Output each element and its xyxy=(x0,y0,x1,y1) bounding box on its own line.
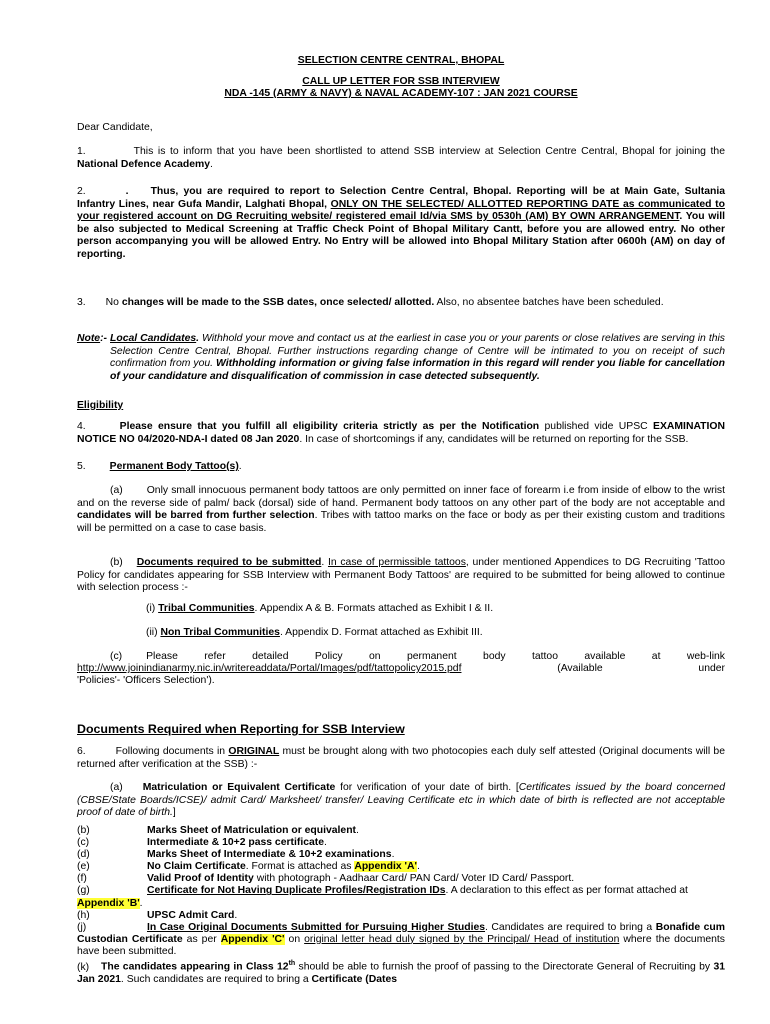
docs-para-a xyxy=(77,782,725,820)
note-separator: :- xyxy=(100,333,111,344)
para-number: 4. xyxy=(77,421,86,432)
documents-list xyxy=(77,825,725,986)
note-text: Withhold your move and contact us at the earliest in case you or your parents or close relatives are serving in this Selection Centre Central, Bhopal. Further instructions regarding change of Centre will be intimated to you on receipt of such confirmation from you. xyxy=(110,333,725,370)
para-4-notice: EXAMINATION NOTICE NO 04/2020-NDA-I dated 08 Jan 2020 xyxy=(77,421,725,445)
item-title: Valid Proof of Identity xyxy=(147,873,254,885)
tattoo-a-text: Only small innocuous permanent body tattoos are only permitted on inner face of forearm i.e from inside of elbow to the wrist and on the reverse side of palm/ back (dorsal) side of hand. Permanent body tattoos on any other part of the body are not acceptable and xyxy=(77,485,725,509)
tribal-text: . Appendix A & B. Formats attached as Exhibit I & II. xyxy=(254,603,494,614)
tattoo-para-b xyxy=(77,557,725,595)
course-title: NDA -145 (ARMY & NAVY) & NAVAL ACADEMY-107 : JAN 2021 COURSE xyxy=(224,88,578,99)
j-on: on xyxy=(284,933,305,945)
j-as: as per xyxy=(182,933,221,945)
documents-heading: Documents Required when Reporting for SSB Interview xyxy=(77,722,405,736)
tattoo-link-line xyxy=(77,663,725,676)
tattoo-a-rest: . Tribes with tattoo marks on the face or body as per their existing custom and traditions will be permitted on a case to case basis. xyxy=(77,510,725,534)
note-warning: Withholding information or giving false information in this regard will render you liable for cancellation of your candidature and disqualification of commission in case detected subsequently. xyxy=(110,358,725,382)
docs-a-end: ] xyxy=(172,807,176,819)
sub-label: (d) xyxy=(77,849,90,861)
duplicate-profiles-title: Certificate for Not Having Duplicate Profiles/Registration IDs xyxy=(147,885,446,897)
sub-label: (a) xyxy=(110,782,123,793)
non-tribal-title: Non Tribal Communities xyxy=(160,627,280,638)
sub-label: (g) xyxy=(77,885,90,897)
list-item xyxy=(77,837,725,849)
para-number: 1. xyxy=(77,146,86,157)
h-end: . xyxy=(234,909,238,921)
sub-label: (ii) xyxy=(146,627,158,638)
note-dot: . xyxy=(196,333,200,344)
item-text: . xyxy=(356,825,359,836)
non-tribal-text: . Appendix D. Format attached as Exhibit III. xyxy=(279,627,483,638)
docs-a-italic: Certificates issued by the board concerned (CBSE/State Boards/ICSE)/ admit Card/ Marksheet/ transfer/ Leaving Certificate etc in which date of birth is reflected are not acceptable proof of date of birth. xyxy=(77,782,725,819)
para-3-pre: No xyxy=(105,297,122,308)
item-title: Marks Sheet of Intermediate & 10+2 examinations xyxy=(147,849,392,861)
permissible-tattoos: In case of permissible tattoos xyxy=(327,557,466,568)
paragraph-1 xyxy=(77,146,725,171)
para-number: 5. xyxy=(77,461,86,472)
item-text: . xyxy=(324,837,327,849)
tattoo-para-c xyxy=(110,651,725,664)
local-candidates-note xyxy=(77,333,725,383)
para-2-text-b: . You will be also subjected to Medical Screening at Traffic Check Point of Bhopal Military Cantt, before you are allowed entry. No other person accompanying you will be allowed Entry. No Entry will be allowed into Bhopal Military Station after 0600h (AM) on day of reporting. xyxy=(77,211,725,260)
tattoo-b-dot: . xyxy=(321,557,328,568)
tribal-item xyxy=(146,603,725,616)
j-rest: where the documents have been submitted. xyxy=(77,933,725,957)
para-number: 3. xyxy=(77,297,86,308)
tribal-title: Tribal Communities xyxy=(158,603,255,614)
item-text: with photograph - Aadhaar Card/ PAN Card/ Voter ID Card/ Passport. xyxy=(253,873,575,885)
letter-head-requirement: original letter head duly signed by the Principal/ Head of institution xyxy=(304,933,620,945)
sub-label: (b) xyxy=(110,557,123,568)
list-item xyxy=(77,861,725,873)
sub-label: (b) xyxy=(77,825,90,836)
paragraph-4 xyxy=(77,421,725,446)
list-item xyxy=(77,849,725,861)
para-number: 2. xyxy=(77,186,86,197)
tattoo-available: (Available under xyxy=(557,663,726,674)
documents-required-title: Documents required to be submitted xyxy=(136,557,322,568)
class-12-title: The candidates appearing in Class 12 xyxy=(101,961,289,973)
tattoo-policy-link[interactable]: http://www.joinindianarmy.nic.in/writereaddata/Portal/Images/pdf/tattopolicy2015.pdf xyxy=(77,663,462,674)
para-3-bold: changes will be made to the SSB dates, once selected/ allotted. xyxy=(121,297,435,308)
sub-label: (c) xyxy=(110,651,123,662)
list-item xyxy=(77,958,725,986)
k-rest: . Such candidates are required to bring a xyxy=(120,973,312,985)
sub-label: (k) xyxy=(77,961,90,973)
sub-label: (c) xyxy=(77,837,90,849)
upsc-admit-card: UPSC Admit Card xyxy=(147,909,235,921)
item-text: . Format is attached as xyxy=(245,861,355,873)
tattoo-policies-line: 'Policies'- 'Officers Selection'). xyxy=(77,675,215,686)
tattoo-heading: Permanent Body Tattoo(s) xyxy=(109,461,239,472)
tattoo-para-a xyxy=(77,485,725,535)
paragraph-2 xyxy=(77,186,725,262)
para-2-dot: . xyxy=(125,186,129,197)
sub-label: (i) xyxy=(146,603,156,614)
para-1-text: This is to inform that you have been shortlisted to attend SSB interview at Selection Centre Central, Bhopal for joining the xyxy=(133,146,725,157)
para-1-end: . xyxy=(210,158,213,170)
non-tribal-item xyxy=(146,627,725,640)
higher-studies-title: In Case Original Documents Submitted for Pursuing Higher Studies xyxy=(147,921,486,933)
k-text: should be able to furnish the proof of passing to the Directorate General of Recruiting by xyxy=(295,961,714,973)
list-item xyxy=(77,885,725,909)
para-1-bold: National Defence Academy xyxy=(77,158,211,170)
item-text: . xyxy=(391,849,395,861)
tattoo-b-text: , under mentioned Appendices to DG Recruiting 'Tattoo Policy for candidates appearing for SSB Interview with Permanent Body Tattoos' are required to be submitted for being allowed to continue with selection process :- xyxy=(77,557,725,594)
letter-title: CALL UP LETTER FOR SSB INTERVIEW xyxy=(302,76,500,87)
sub-label: (h) xyxy=(77,909,90,921)
original-emphasis: ORIGINAL xyxy=(228,746,280,757)
sub-label: (a) xyxy=(110,485,123,496)
docs-a-text: for verification of your date of birth. [ xyxy=(335,782,519,793)
note-title: Local Candidates xyxy=(110,333,197,344)
j-text: . Candidates are required to bring a xyxy=(485,921,656,933)
para-6-t1: Following documents in xyxy=(115,746,229,757)
deadline-date: 31 Jan 2021 xyxy=(77,961,725,985)
item-title: Marks Sheet of Matriculation or equivalent xyxy=(147,825,357,836)
sub-label: (e) xyxy=(77,861,90,873)
g-text: . A declaration to this effect as per format attached at xyxy=(445,885,688,897)
appendix-c-highlight: Appendix 'C' xyxy=(220,933,285,945)
para-4-rest: . In case of shortcomings if any, candidates will be returned on reporting for the SSB. xyxy=(299,433,689,445)
appendix-a-highlight: Appendix 'A' xyxy=(354,861,417,873)
bonafide-certificate: Bonafide cum Custodian Certificate xyxy=(77,921,726,945)
item-end: . xyxy=(417,861,420,873)
list-item xyxy=(77,873,725,885)
sub-label: (f) xyxy=(77,873,87,885)
para-4-mid: published vide UPSC xyxy=(539,421,654,432)
para-2-text-a: Thus, you are required to report to Selection Centre Central, Bhopal. Reporting will be at Main Gate, Sultania Infantry Lines, near Gufa Mandir, Lalghati Bhopal, xyxy=(77,186,725,210)
tattoo-a-bold: candidates will be barred from further selection xyxy=(77,510,315,522)
g-end: . xyxy=(139,897,143,909)
para-6-t2: must be brought along with two photocopies each duly self attested (Original documents will be returned after verification at the SSB) :- xyxy=(77,746,725,770)
paragraph-6 xyxy=(77,746,725,771)
para-2-underlined: ONLY ON THE SELECTED/ ALLOTTED REPORTING DATE as communicated to your registered account on DG Recruiting website/ registered email Id/via SMS by 0530h (AM) BY OWN ARRANGEMENT xyxy=(77,198,725,223)
matric-certificate: Matriculation or Equivalent Certificate xyxy=(142,782,336,793)
paragraph-3 xyxy=(77,297,725,310)
paragraph-5 xyxy=(77,461,725,474)
list-item xyxy=(77,910,725,922)
tattoo-c-text: Please refer detailed Policy on permanent body tattoo available at web-link xyxy=(146,651,725,662)
item-title: No Claim Certificate xyxy=(147,861,246,873)
eligibility-heading: Eligibility xyxy=(77,400,124,411)
item-title: Intermediate & 10+2 pass certificate xyxy=(147,837,325,849)
k-end: Certificate (Dates xyxy=(311,973,398,985)
list-item xyxy=(77,825,725,837)
tattoo-heading-end: . xyxy=(238,461,242,472)
sub-label: (j) xyxy=(77,921,87,933)
list-item xyxy=(77,922,725,958)
salutation: Dear Candidate, xyxy=(77,122,153,133)
para-number: 6. xyxy=(77,746,86,757)
superscript-th: th xyxy=(288,960,296,968)
para-3-rest: Also, no absentee batches have been scheduled. xyxy=(434,297,664,308)
appendix-b-highlight: Appendix 'B' xyxy=(77,897,140,909)
note-label: Note xyxy=(77,333,101,344)
centre-heading: SELECTION CENTRE CENTRAL, BHOPAL xyxy=(297,55,505,66)
para-4-bold: Please ensure that you fulfill all eligibility criteria strictly as per the Notification xyxy=(119,421,540,432)
